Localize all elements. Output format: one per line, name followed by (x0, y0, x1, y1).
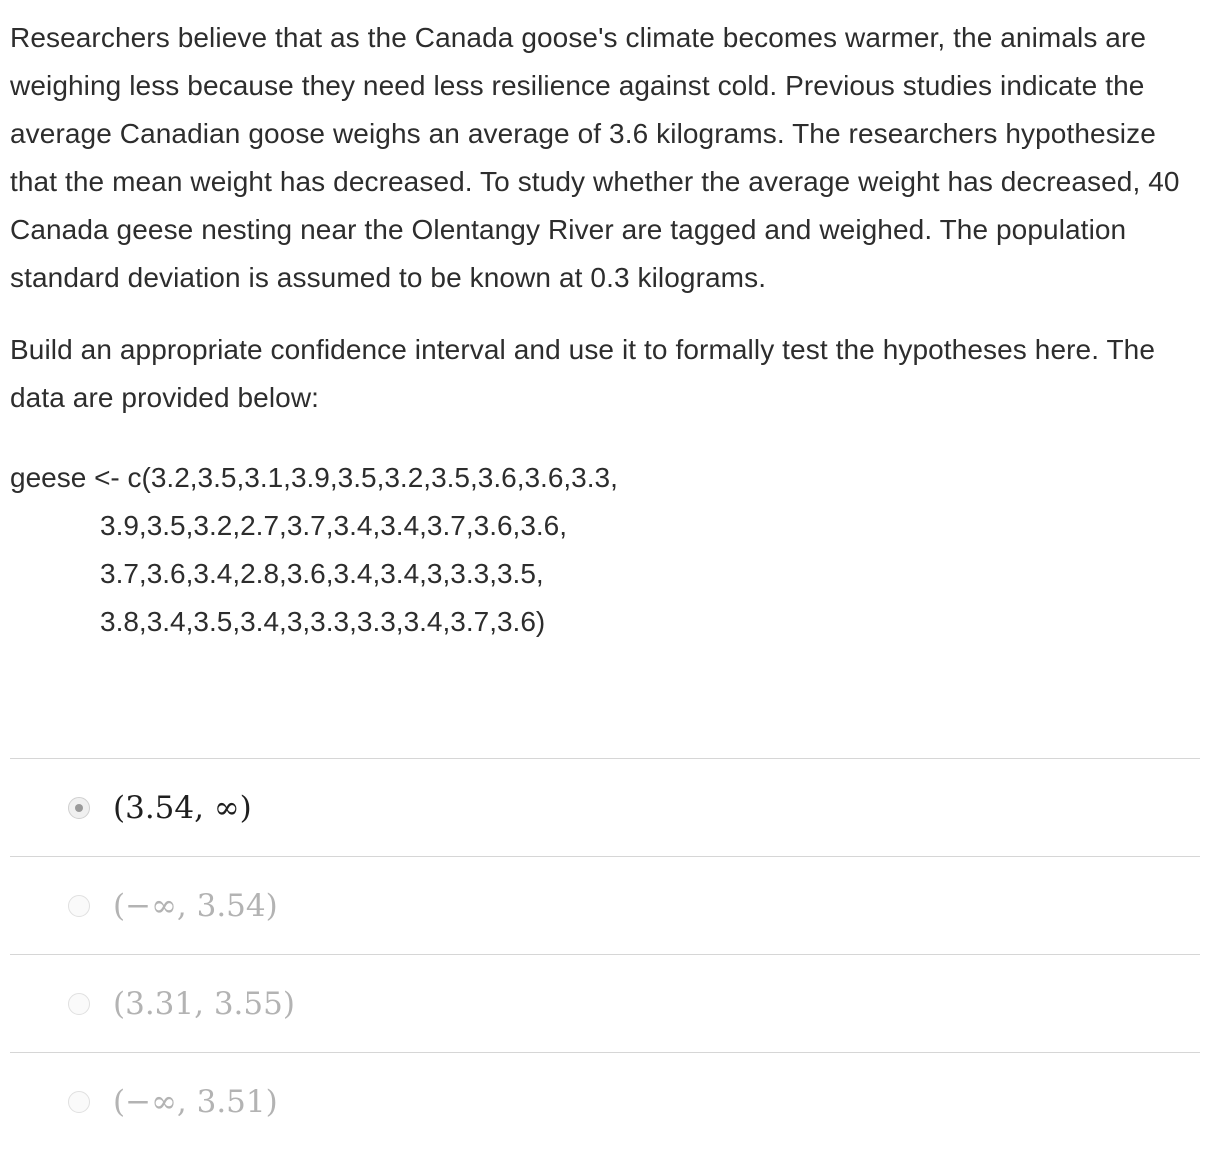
answer-choice-label: (3.54, ∞) (113, 789, 252, 826)
code-line: 3.7,3.6,3.4,2.8,3.6,3.4,3.4,3,3.3,3.5, (100, 558, 544, 589)
answer-choice-1[interactable] (10, 758, 1200, 856)
code-line: 3.9,3.5,3.2,2.7,3.7,3.4,3.4,3.7,3.6,3.6, (100, 510, 568, 541)
question-paragraph: Researchers believe that as the Canada goose's climate becomes warmer, the animals are weighing less because they need less resilience against cold. Previous studies indicate the average Canadian goose weighs an average of 3.6 kilograms. The researchers hypothesize that the mean weight has decreased. To study whether the average weight has decreased, 40 Canada geese nesting near the Olentangy River are tagged and weighed. The population standard deviation is assumed to be known at 0.3 kilograms. (10, 22, 1180, 293)
radio-button[interactable] (68, 1091, 90, 1113)
instruction-paragraph: Build an appropriate confidence interval and use it to formally test the hypotheses here. The data are provided below: (10, 334, 1156, 413)
answer-choice-3[interactable] (10, 954, 1200, 1052)
radio-dot-icon (75, 804, 83, 812)
radio-button[interactable] (68, 895, 90, 917)
answer-choice-2[interactable] (10, 856, 1200, 954)
radio-button[interactable] (68, 797, 90, 819)
answer-choice-4[interactable] (10, 1052, 1200, 1150)
answer-choice-label: (−∞, 3.51) (113, 1083, 278, 1120)
data-code-block (10, 454, 1205, 646)
code-line: 3.8,3.4,3.5,3.4,3,3.3,3.3,3.4,3.7,3.6) (100, 606, 546, 637)
radio-button[interactable] (68, 993, 90, 1015)
question-prompt (10, 14, 1205, 646)
answer-choice-label: (3.31, 3.55) (113, 985, 295, 1022)
answer-choice-label: (−∞, 3.54) (113, 887, 278, 924)
code-line: geese <- c(3.2,3.5,3.1,3.9,3.5,3.2,3.5,3.6,3.6,3.3, (10, 462, 618, 493)
answer-choices (10, 758, 1200, 1150)
